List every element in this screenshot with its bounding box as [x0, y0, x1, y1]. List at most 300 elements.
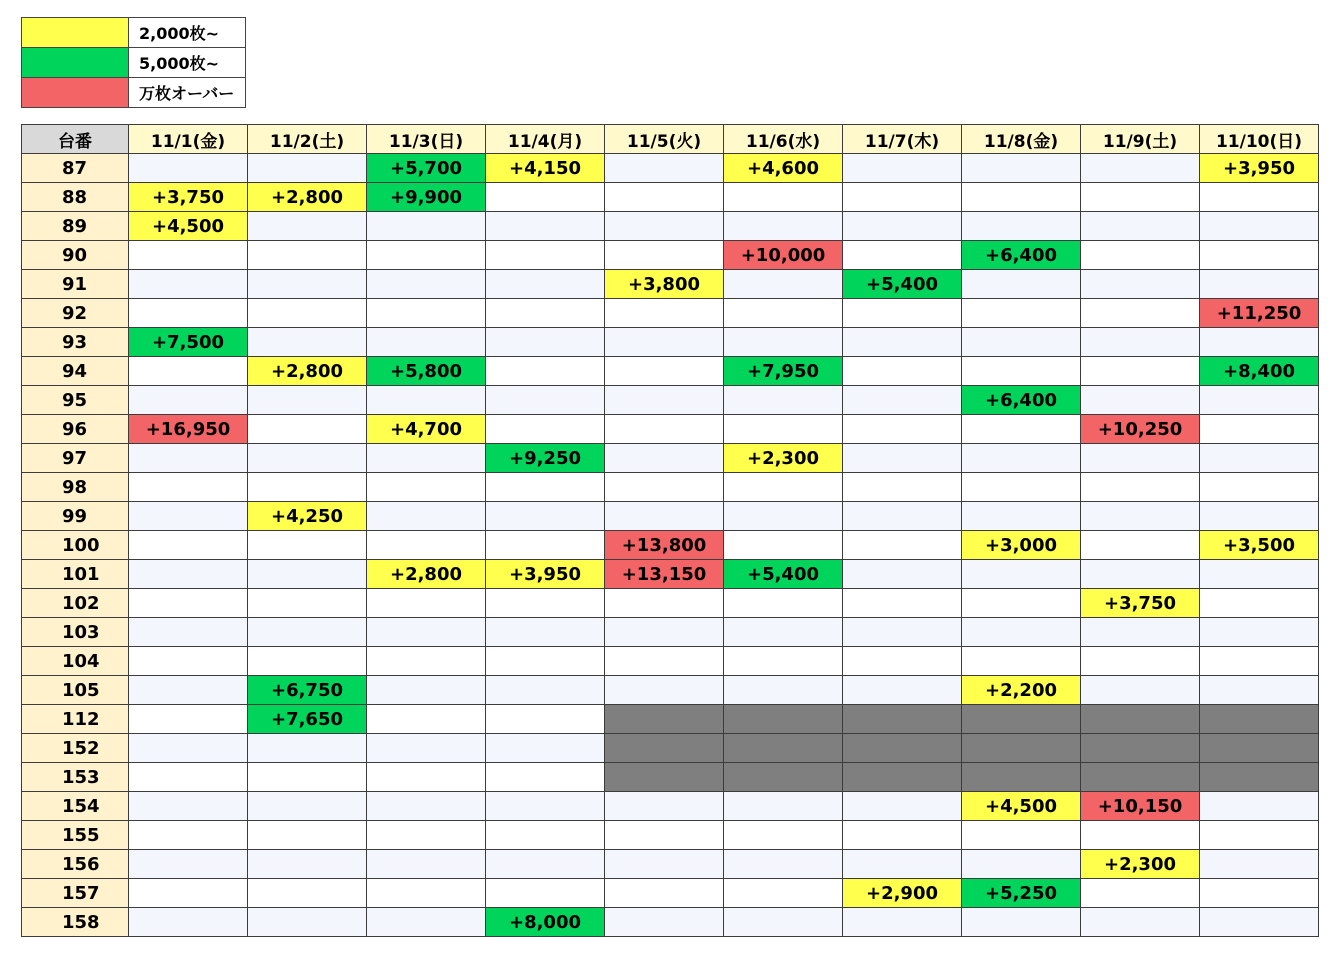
- result-cell[interactable]: [1200, 734, 1319, 763]
- result-cell[interactable]: [129, 734, 248, 763]
- result-cell[interactable]: [1081, 647, 1200, 676]
- result-cell[interactable]: +4,700: [367, 415, 486, 444]
- result-cell[interactable]: [962, 589, 1081, 618]
- result-cell[interactable]: [1200, 618, 1319, 647]
- result-cell[interactable]: [724, 850, 843, 879]
- result-cell[interactable]: [129, 647, 248, 676]
- result-cell[interactable]: [605, 502, 724, 531]
- result-cell[interactable]: [724, 270, 843, 299]
- result-cell[interactable]: [248, 647, 367, 676]
- result-cell[interactable]: [843, 589, 962, 618]
- result-cell[interactable]: [843, 734, 962, 763]
- result-cell[interactable]: [129, 589, 248, 618]
- result-cell[interactable]: [486, 589, 605, 618]
- result-cell[interactable]: [605, 357, 724, 386]
- result-cell[interactable]: [248, 908, 367, 937]
- result-cell[interactable]: [486, 328, 605, 357]
- result-cell[interactable]: [962, 734, 1081, 763]
- result-cell[interactable]: [843, 212, 962, 241]
- result-cell[interactable]: [486, 618, 605, 647]
- result-cell[interactable]: [962, 415, 1081, 444]
- result-cell[interactable]: [605, 676, 724, 705]
- result-cell[interactable]: [962, 473, 1081, 502]
- result-cell[interactable]: [367, 879, 486, 908]
- result-cell[interactable]: [1200, 647, 1319, 676]
- result-cell[interactable]: [843, 357, 962, 386]
- result-cell[interactable]: [843, 183, 962, 212]
- result-cell[interactable]: +10,150: [1081, 792, 1200, 821]
- result-cell[interactable]: [605, 328, 724, 357]
- table-row: [22, 676, 1319, 705]
- result-cell[interactable]: [129, 299, 248, 328]
- result-cell[interactable]: [367, 299, 486, 328]
- machine-number: 153: [22, 763, 129, 792]
- result-cell[interactable]: +3,800: [605, 270, 724, 299]
- result-cell[interactable]: [486, 531, 605, 560]
- result-cell[interactable]: [248, 763, 367, 792]
- result-cell[interactable]: +3,750: [129, 183, 248, 212]
- result-cell[interactable]: [605, 763, 724, 792]
- result-cell[interactable]: [248, 879, 367, 908]
- result-cell[interactable]: [367, 908, 486, 937]
- result-cell[interactable]: [367, 502, 486, 531]
- result-cell[interactable]: [724, 415, 843, 444]
- date-header: 11/8(金): [962, 125, 1081, 154]
- result-cell[interactable]: [1081, 502, 1200, 531]
- result-cell[interactable]: [248, 386, 367, 415]
- result-cell[interactable]: [129, 154, 248, 183]
- result-cell[interactable]: [486, 386, 605, 415]
- result-cell[interactable]: [605, 241, 724, 270]
- result-cell[interactable]: [248, 270, 367, 299]
- result-cell[interactable]: +2,800: [248, 357, 367, 386]
- result-cell[interactable]: [248, 154, 367, 183]
- result-cell[interactable]: [367, 792, 486, 821]
- result-cell[interactable]: [724, 183, 843, 212]
- result-cell[interactable]: [1200, 386, 1319, 415]
- result-cell[interactable]: [367, 850, 486, 879]
- result-cell[interactable]: [129, 676, 248, 705]
- result-cell[interactable]: +16,950: [129, 415, 248, 444]
- result-cell[interactable]: +2,200: [962, 676, 1081, 705]
- result-cell[interactable]: [1200, 792, 1319, 821]
- result-cell[interactable]: [1081, 879, 1200, 908]
- result-cell[interactable]: [843, 618, 962, 647]
- result-cell[interactable]: [486, 792, 605, 821]
- machine-number: 90: [22, 241, 129, 270]
- result-cell[interactable]: +8,000: [486, 908, 605, 937]
- result-cell[interactable]: [367, 241, 486, 270]
- result-cell[interactable]: [367, 270, 486, 299]
- result-cell[interactable]: [843, 763, 962, 792]
- result-cell[interactable]: [724, 589, 843, 618]
- result-cell[interactable]: [724, 676, 843, 705]
- result-cell[interactable]: [843, 705, 962, 734]
- result-cell[interactable]: [843, 531, 962, 560]
- table-row: [22, 618, 1319, 647]
- result-cell[interactable]: [129, 357, 248, 386]
- result-cell[interactable]: [1200, 444, 1319, 473]
- result-cell[interactable]: [129, 792, 248, 821]
- result-cell[interactable]: [724, 328, 843, 357]
- result-cell[interactable]: [129, 560, 248, 589]
- result-cell[interactable]: +11,250: [1200, 299, 1319, 328]
- result-cell[interactable]: [724, 299, 843, 328]
- result-cell[interactable]: [248, 415, 367, 444]
- result-cell[interactable]: [843, 386, 962, 415]
- result-cell[interactable]: [605, 734, 724, 763]
- result-cell[interactable]: [1081, 386, 1200, 415]
- result-cell[interactable]: [129, 502, 248, 531]
- result-cell[interactable]: [962, 357, 1081, 386]
- date-header: 11/2(土): [248, 125, 367, 154]
- result-cell[interactable]: [248, 734, 367, 763]
- result-cell[interactable]: [962, 299, 1081, 328]
- result-cell[interactable]: [486, 705, 605, 734]
- table-row: [22, 502, 1319, 531]
- result-cell[interactable]: [486, 879, 605, 908]
- result-cell[interactable]: [367, 531, 486, 560]
- machine-number: 95: [22, 386, 129, 415]
- result-cell[interactable]: [1081, 183, 1200, 212]
- result-cell[interactable]: +13,800: [605, 531, 724, 560]
- result-cell[interactable]: [1081, 328, 1200, 357]
- result-cell[interactable]: [248, 444, 367, 473]
- result-cell[interactable]: [605, 792, 724, 821]
- result-cell[interactable]: [486, 270, 605, 299]
- result-cell[interactable]: [962, 763, 1081, 792]
- result-cell[interactable]: [248, 792, 367, 821]
- machine-number: 100: [22, 531, 129, 560]
- result-cell[interactable]: +10,000: [724, 241, 843, 270]
- result-cell[interactable]: [724, 879, 843, 908]
- result-cell[interactable]: +10,250: [1081, 415, 1200, 444]
- result-cell[interactable]: [248, 589, 367, 618]
- result-cell[interactable]: [367, 444, 486, 473]
- result-cell[interactable]: [605, 212, 724, 241]
- result-cell[interactable]: [486, 763, 605, 792]
- result-cell[interactable]: [486, 415, 605, 444]
- result-cell[interactable]: [486, 821, 605, 850]
- result-cell[interactable]: [962, 183, 1081, 212]
- result-cell[interactable]: [843, 444, 962, 473]
- result-cell[interactable]: [367, 734, 486, 763]
- result-cell[interactable]: +2,300: [724, 444, 843, 473]
- result-cell[interactable]: +7,500: [129, 328, 248, 357]
- result-cell[interactable]: [724, 908, 843, 937]
- result-cell[interactable]: +3,750: [1081, 589, 1200, 618]
- result-cell[interactable]: +3,000: [962, 531, 1081, 560]
- result-cell[interactable]: [843, 908, 962, 937]
- result-cell[interactable]: [843, 560, 962, 589]
- result-cell[interactable]: [843, 502, 962, 531]
- result-cell[interactable]: [1081, 473, 1200, 502]
- result-cell[interactable]: [248, 821, 367, 850]
- result-cell[interactable]: [486, 676, 605, 705]
- table-row: [22, 647, 1319, 676]
- result-cell[interactable]: [486, 647, 605, 676]
- result-cell[interactable]: [605, 473, 724, 502]
- result-cell[interactable]: [367, 676, 486, 705]
- result-cell[interactable]: [129, 270, 248, 299]
- result-cell[interactable]: [1200, 676, 1319, 705]
- result-cell[interactable]: +3,950: [1200, 154, 1319, 183]
- result-cell[interactable]: [1200, 473, 1319, 502]
- result-cell[interactable]: [1200, 502, 1319, 531]
- result-cell[interactable]: [605, 386, 724, 415]
- table-row: [22, 473, 1319, 502]
- machine-number: 91: [22, 270, 129, 299]
- result-cell[interactable]: [367, 821, 486, 850]
- result-cell[interactable]: [367, 705, 486, 734]
- result-cell[interactable]: +8,400: [1200, 357, 1319, 386]
- result-cell[interactable]: [129, 444, 248, 473]
- result-cell[interactable]: [724, 647, 843, 676]
- result-cell[interactable]: [248, 328, 367, 357]
- result-cell[interactable]: [129, 473, 248, 502]
- result-cell[interactable]: [843, 473, 962, 502]
- result-cell[interactable]: [1081, 212, 1200, 241]
- legend-swatch: [22, 48, 129, 78]
- result-cell[interactable]: [962, 154, 1081, 183]
- result-cell[interactable]: +9,250: [486, 444, 605, 473]
- result-cell[interactable]: [1081, 299, 1200, 328]
- result-cell[interactable]: [248, 473, 367, 502]
- result-cell[interactable]: [605, 183, 724, 212]
- result-cell[interactable]: [1200, 821, 1319, 850]
- result-cell[interactable]: [962, 850, 1081, 879]
- result-cell[interactable]: [1081, 444, 1200, 473]
- result-cell[interactable]: [129, 705, 248, 734]
- result-cell[interactable]: [486, 241, 605, 270]
- result-cell[interactable]: [724, 763, 843, 792]
- result-cell[interactable]: [1200, 183, 1319, 212]
- result-cell[interactable]: +6,400: [962, 241, 1081, 270]
- result-cell[interactable]: +2,800: [248, 183, 367, 212]
- result-cell[interactable]: [843, 850, 962, 879]
- result-cell[interactable]: [1200, 879, 1319, 908]
- result-cell[interactable]: [724, 531, 843, 560]
- result-cell[interactable]: +6,750: [248, 676, 367, 705]
- result-cell[interactable]: [129, 531, 248, 560]
- result-cell[interactable]: [724, 386, 843, 415]
- result-cell[interactable]: [1081, 270, 1200, 299]
- result-cell[interactable]: [129, 879, 248, 908]
- result-cell[interactable]: [486, 357, 605, 386]
- result-cell[interactable]: +2,800: [367, 560, 486, 589]
- result-cell[interactable]: [605, 879, 724, 908]
- result-cell[interactable]: [129, 850, 248, 879]
- result-cell[interactable]: [1200, 212, 1319, 241]
- result-cell[interactable]: +5,400: [724, 560, 843, 589]
- table-row: [22, 328, 1319, 357]
- result-cell[interactable]: [962, 212, 1081, 241]
- result-cell[interactable]: [129, 386, 248, 415]
- result-cell[interactable]: [1081, 734, 1200, 763]
- result-cell[interactable]: +4,600: [724, 154, 843, 183]
- result-cell[interactable]: [724, 792, 843, 821]
- result-cell[interactable]: +3,500: [1200, 531, 1319, 560]
- legend-swatch: [22, 78, 129, 108]
- result-cell[interactable]: +5,800: [367, 357, 486, 386]
- result-cell[interactable]: +5,700: [367, 154, 486, 183]
- result-cell[interactable]: [962, 647, 1081, 676]
- result-cell[interactable]: [486, 850, 605, 879]
- result-cell[interactable]: [724, 212, 843, 241]
- result-cell[interactable]: [605, 647, 724, 676]
- result-cell[interactable]: [605, 589, 724, 618]
- result-cell[interactable]: [962, 560, 1081, 589]
- result-cell[interactable]: +9,900: [367, 183, 486, 212]
- result-cell[interactable]: +4,150: [486, 154, 605, 183]
- machine-number: 87: [22, 154, 129, 183]
- table-row: [22, 386, 1319, 415]
- result-cell[interactable]: [962, 444, 1081, 473]
- result-cell[interactable]: [1200, 270, 1319, 299]
- result-cell[interactable]: [1200, 560, 1319, 589]
- machine-number: 154: [22, 792, 129, 821]
- result-cell[interactable]: [1081, 821, 1200, 850]
- result-cell[interactable]: [605, 444, 724, 473]
- table-row: [22, 879, 1319, 908]
- table-row: [22, 763, 1319, 792]
- table-row: [22, 154, 1319, 183]
- result-cell[interactable]: [1200, 415, 1319, 444]
- result-cell[interactable]: +2,900: [843, 879, 962, 908]
- result-cell[interactable]: [843, 647, 962, 676]
- result-cell[interactable]: [129, 618, 248, 647]
- result-cell[interactable]: [724, 734, 843, 763]
- result-cell[interactable]: [486, 183, 605, 212]
- machine-number: 88: [22, 183, 129, 212]
- result-cell[interactable]: [486, 299, 605, 328]
- result-cell[interactable]: [962, 502, 1081, 531]
- result-cell[interactable]: [843, 415, 962, 444]
- result-cell[interactable]: [605, 299, 724, 328]
- result-cell[interactable]: +4,250: [248, 502, 367, 531]
- result-cell[interactable]: +13,150: [605, 560, 724, 589]
- result-cell[interactable]: [724, 502, 843, 531]
- result-cell[interactable]: +7,950: [724, 357, 843, 386]
- result-cell[interactable]: [1081, 531, 1200, 560]
- result-cell[interactable]: [724, 473, 843, 502]
- result-cell[interactable]: [1081, 154, 1200, 183]
- result-cell[interactable]: [129, 763, 248, 792]
- legend-label: 2,000枚~: [129, 18, 246, 48]
- result-cell[interactable]: [248, 850, 367, 879]
- result-cell[interactable]: [248, 241, 367, 270]
- result-cell[interactable]: [367, 763, 486, 792]
- result-cell[interactable]: [1081, 241, 1200, 270]
- result-cell[interactable]: [486, 502, 605, 531]
- result-cell[interactable]: [1200, 763, 1319, 792]
- result-cell[interactable]: [843, 154, 962, 183]
- result-cell[interactable]: [605, 618, 724, 647]
- result-cell[interactable]: [129, 908, 248, 937]
- result-cell[interactable]: [962, 618, 1081, 647]
- result-cell[interactable]: +4,500: [129, 212, 248, 241]
- result-cell[interactable]: +6,400: [962, 386, 1081, 415]
- result-cell[interactable]: [1081, 357, 1200, 386]
- result-cell[interactable]: [724, 618, 843, 647]
- result-cell[interactable]: [724, 705, 843, 734]
- result-cell[interactable]: [248, 212, 367, 241]
- result-cell[interactable]: +5,250: [962, 879, 1081, 908]
- result-cell[interactable]: [1200, 328, 1319, 357]
- result-cell[interactable]: [962, 328, 1081, 357]
- result-cell[interactable]: +3,950: [486, 560, 605, 589]
- result-cell[interactable]: [843, 792, 962, 821]
- result-cell[interactable]: [367, 386, 486, 415]
- result-cell[interactable]: [1200, 241, 1319, 270]
- date-header: 11/5(火): [605, 125, 724, 154]
- result-cell[interactable]: [843, 299, 962, 328]
- result-cell[interactable]: [367, 212, 486, 241]
- result-cell[interactable]: [486, 734, 605, 763]
- result-cell[interactable]: [367, 618, 486, 647]
- result-cell[interactable]: [129, 821, 248, 850]
- result-cell[interactable]: [248, 618, 367, 647]
- result-cell[interactable]: [486, 212, 605, 241]
- result-cell[interactable]: [1081, 618, 1200, 647]
- result-cell[interactable]: [843, 241, 962, 270]
- result-cell[interactable]: [605, 705, 724, 734]
- result-cell[interactable]: [1200, 705, 1319, 734]
- result-cell[interactable]: +5,400: [843, 270, 962, 299]
- result-cell[interactable]: [962, 908, 1081, 937]
- result-cell[interactable]: [248, 299, 367, 328]
- result-cell[interactable]: [843, 328, 962, 357]
- table-row: [22, 444, 1319, 473]
- result-cell[interactable]: [843, 676, 962, 705]
- result-cell[interactable]: [724, 821, 843, 850]
- result-cell[interactable]: [129, 241, 248, 270]
- result-cell[interactable]: [1081, 676, 1200, 705]
- result-cell[interactable]: [1081, 560, 1200, 589]
- result-cell[interactable]: [1081, 763, 1200, 792]
- result-cell[interactable]: [486, 473, 605, 502]
- result-cell[interactable]: [1200, 589, 1319, 618]
- result-cell[interactable]: +7,650: [248, 705, 367, 734]
- result-cell[interactable]: [962, 821, 1081, 850]
- result-cell[interactable]: [605, 154, 724, 183]
- result-cell[interactable]: [605, 908, 724, 937]
- result-cell[interactable]: [1200, 908, 1319, 937]
- result-cell[interactable]: [367, 647, 486, 676]
- result-cell[interactable]: [1081, 908, 1200, 937]
- machine-number: 152: [22, 734, 129, 763]
- result-cell[interactable]: [962, 705, 1081, 734]
- result-cell[interactable]: [248, 560, 367, 589]
- legend-item: [22, 48, 246, 78]
- table-row: [22, 357, 1319, 386]
- result-cell[interactable]: +2,300: [1081, 850, 1200, 879]
- result-cell[interactable]: [843, 821, 962, 850]
- result-cell[interactable]: [1200, 850, 1319, 879]
- result-cell[interactable]: [1081, 705, 1200, 734]
- result-cell[interactable]: [962, 270, 1081, 299]
- result-cell[interactable]: +4,500: [962, 792, 1081, 821]
- table-row: [22, 589, 1319, 618]
- result-cell[interactable]: [248, 531, 367, 560]
- result-cell[interactable]: [367, 589, 486, 618]
- result-cell[interactable]: [367, 328, 486, 357]
- machine-number: 104: [22, 647, 129, 676]
- result-cell[interactable]: [605, 850, 724, 879]
- result-cell[interactable]: [605, 821, 724, 850]
- result-cell[interactable]: [367, 473, 486, 502]
- result-cell[interactable]: [605, 415, 724, 444]
